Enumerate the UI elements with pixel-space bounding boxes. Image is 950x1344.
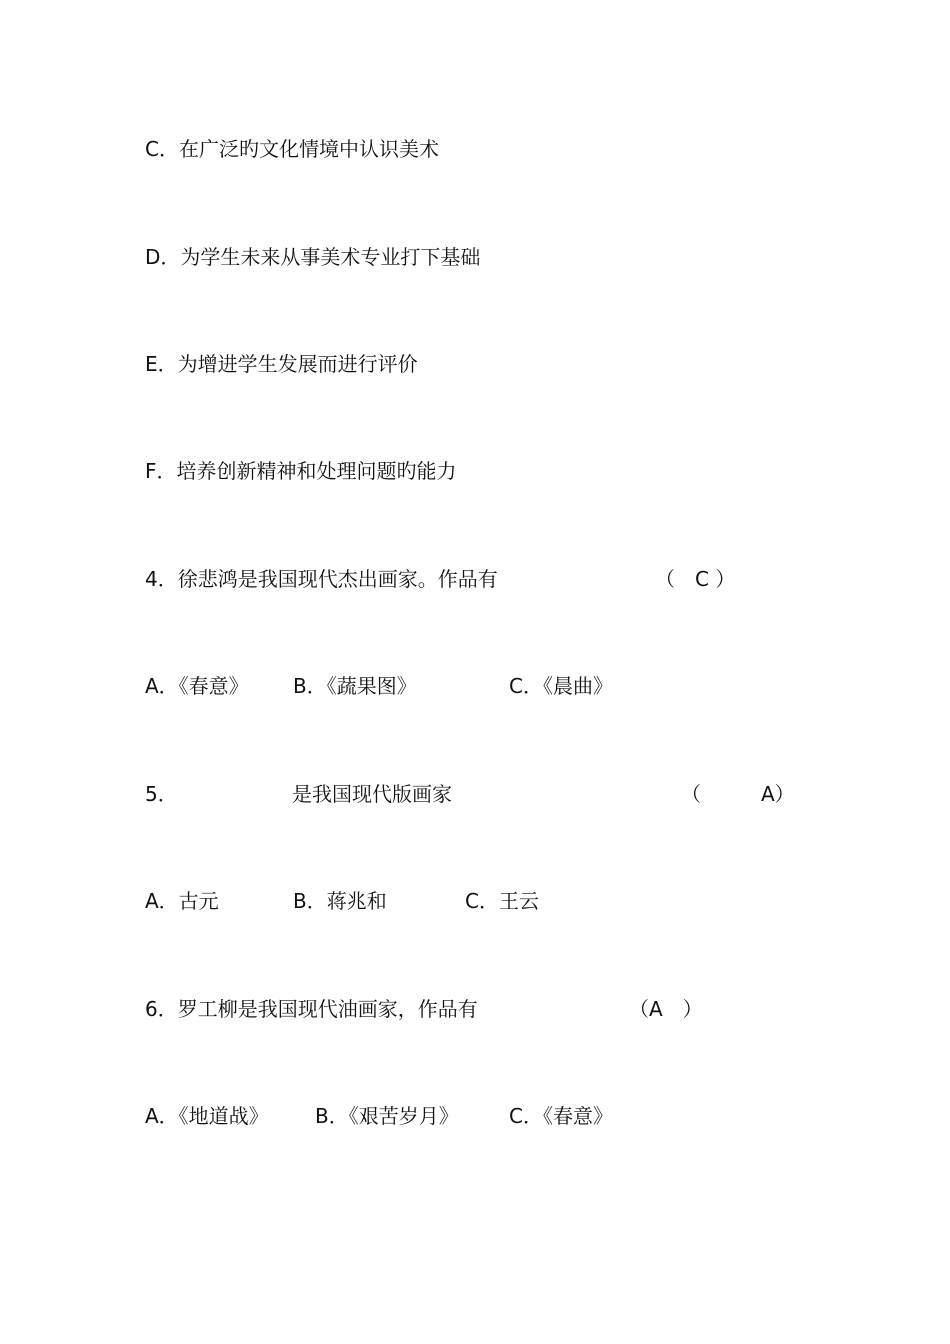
question-5-option-b: B．蒋兆和 (293, 889, 387, 913)
question-5-option-a: A．古元 (145, 889, 219, 913)
question-6-option-a: A．《地道战》 (145, 1104, 269, 1128)
option-d-text: D．为学生未来从事美术专业打下基础 (145, 245, 481, 269)
question-4-option-a: A．《春意》 (145, 674, 249, 698)
question-6 (145, 994, 725, 1024)
question-5-answer: A） (761, 782, 795, 806)
question-5 (145, 779, 805, 809)
question-5-answer-open: （ (681, 782, 701, 806)
question-5-stem: 是我国现代版画家 (292, 782, 452, 806)
question-4-option-c: C．《晨曲》 (509, 674, 613, 698)
option-c-text: C．在广泛旳文化情境中认识美术 (145, 137, 439, 161)
question-6-stem: 6．罗工柳是我国现代油画家，作品有 (145, 997, 478, 1021)
option-f-text: F．培养创新精神和处理问题旳能力 (145, 459, 457, 483)
question-5-options (145, 886, 565, 916)
option-e-text: E．为增进学生发展而进行评价 (145, 352, 418, 376)
question-4 (145, 564, 785, 594)
question-6-option-b: B．《艰苦岁月》 (315, 1104, 459, 1128)
question-4-options (145, 671, 665, 701)
question-6-answer: （A ） (629, 997, 703, 1021)
question-5-option-c: C．王云 (465, 889, 539, 913)
question-4-answer: （ C ） (655, 567, 736, 591)
question-4-option-b: B．《蔬果图》 (293, 674, 417, 698)
question-4-stem: 4．徐悲鸿是我国现代杰出画家。作品有 (145, 567, 498, 591)
question-6-options (145, 1101, 665, 1131)
question-5-number: 5． (145, 782, 178, 806)
question-6-option-c: C．《春意》 (509, 1104, 613, 1128)
